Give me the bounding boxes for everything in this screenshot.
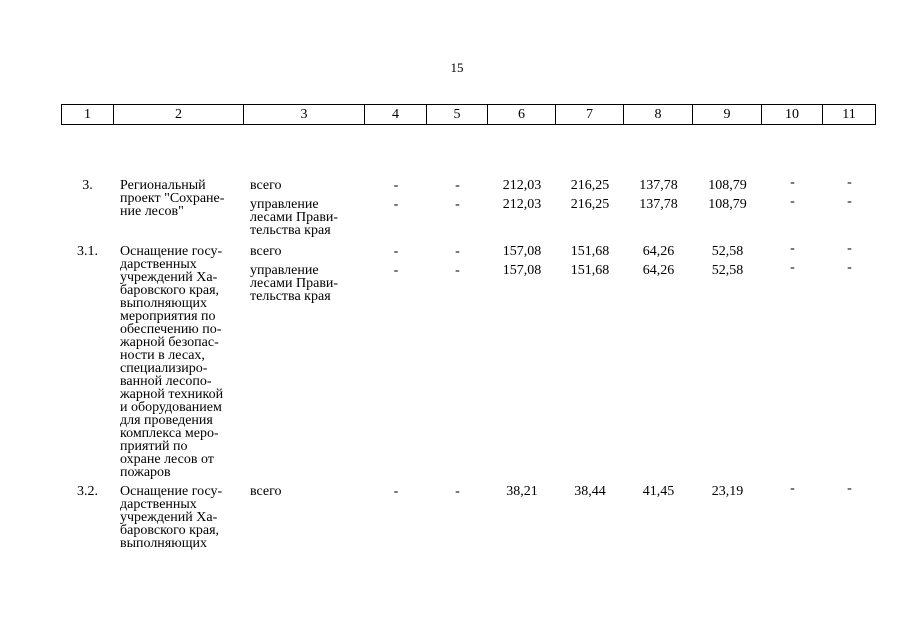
value-cell: 23,19 <box>711 484 744 499</box>
value-cell: 157,08 <box>502 244 542 259</box>
row-name: Региональный проект "Сохране- ние лесов" <box>120 178 225 219</box>
value-cell: - <box>790 241 795 256</box>
header-cell-3: 3 <box>244 105 365 124</box>
row-number: 3. <box>82 178 93 193</box>
table-row-group <box>61 175 876 238</box>
value-cell: - <box>393 484 399 499</box>
value-cell: - <box>455 244 460 259</box>
value-cell: 52,58 <box>711 244 744 259</box>
subrow-label: всего <box>250 244 282 259</box>
value-cell: 64,26 <box>642 263 675 278</box>
header-cell-10: 10 <box>762 105 823 124</box>
table-row-group <box>61 481 876 551</box>
value-cell: - <box>455 484 460 499</box>
value-cell: - <box>847 175 852 190</box>
value-cell: - <box>393 178 399 193</box>
row-name: Оснащение госу- дарственных учреждений Ха- баровского края, выполняющих <box>120 484 223 551</box>
subrow-label: всего <box>250 484 282 499</box>
subrow-forest-management <box>244 260 876 304</box>
subrow-total <box>244 175 876 193</box>
value-cell: - <box>790 481 795 496</box>
header-cell-5: 5 <box>427 105 488 124</box>
table-header-row <box>61 104 876 125</box>
subrows <box>244 481 876 550</box>
subrows <box>244 175 876 238</box>
row-name: Оснащение госу- дарственных учреждений Ха- баровского края, выполняющих мероприятия по обеспечению по- жарной безопас- ности в лесах, специализиро- ванной лесопо- жарной техникой и оборудованием для проведения комплекса меро- приятий по охране лесов от пожаров <box>120 244 224 480</box>
value-cell: 108,79 <box>708 178 747 193</box>
header-cell-4: 4 <box>365 105 427 124</box>
value-cell: 41,45 <box>642 484 675 499</box>
value-cell: 137,78 <box>639 178 678 193</box>
subrow-label: всего <box>250 178 282 193</box>
value-cell: - <box>847 194 852 209</box>
value-cell: - <box>455 178 460 193</box>
value-cell: 137,78 <box>639 197 678 212</box>
value-cell: 157,08 <box>502 263 542 278</box>
value-cell: 151,68 <box>570 244 610 259</box>
value-cell: 212,03 <box>502 197 542 212</box>
value-cell: - <box>393 263 399 278</box>
value-cell: - <box>393 197 399 212</box>
value-cell: 151,68 <box>570 263 610 278</box>
value-cell: - <box>847 241 852 256</box>
value-cell: - <box>847 481 852 496</box>
row-number: 3.1. <box>77 244 98 259</box>
value-cell: 38,21 <box>506 484 538 499</box>
header-cell-6: 6 <box>488 105 556 124</box>
subrow-label: управление лесами Прави- тельства края <box>250 197 339 238</box>
value-cell: 52,58 <box>711 263 744 278</box>
subrows <box>244 241 876 479</box>
value-cell: 216,25 <box>570 197 610 212</box>
header-cell-8: 8 <box>624 105 693 124</box>
header-cell-2: 2 <box>114 105 244 124</box>
header-cell-11: 11 <box>823 105 876 124</box>
header-cell-1: 1 <box>62 105 114 124</box>
subrow-forest-management <box>244 194 876 238</box>
value-cell: - <box>790 175 795 190</box>
subrow-total <box>244 481 876 499</box>
value-cell: - <box>790 194 795 209</box>
value-cell: - <box>393 244 399 259</box>
header-cell-7: 7 <box>556 105 624 124</box>
value-cell: - <box>790 260 795 275</box>
value-cell: - <box>455 263 460 278</box>
table-row-group <box>61 241 876 480</box>
page-number: 15 <box>450 60 464 75</box>
value-cell: 108,79 <box>708 197 747 212</box>
header-cell-9: 9 <box>693 105 762 124</box>
value-cell: 38,44 <box>574 484 606 499</box>
value-cell: - <box>847 260 852 275</box>
row-number: 3.2. <box>77 484 98 499</box>
value-cell: 212,03 <box>502 178 542 193</box>
value-cell: 216,25 <box>570 178 610 193</box>
value-cell: 64,26 <box>642 244 675 259</box>
subrow-label: управление лесами Прави- тельства края <box>250 263 339 304</box>
value-cell: - <box>455 197 460 212</box>
subrow-total <box>244 241 876 259</box>
